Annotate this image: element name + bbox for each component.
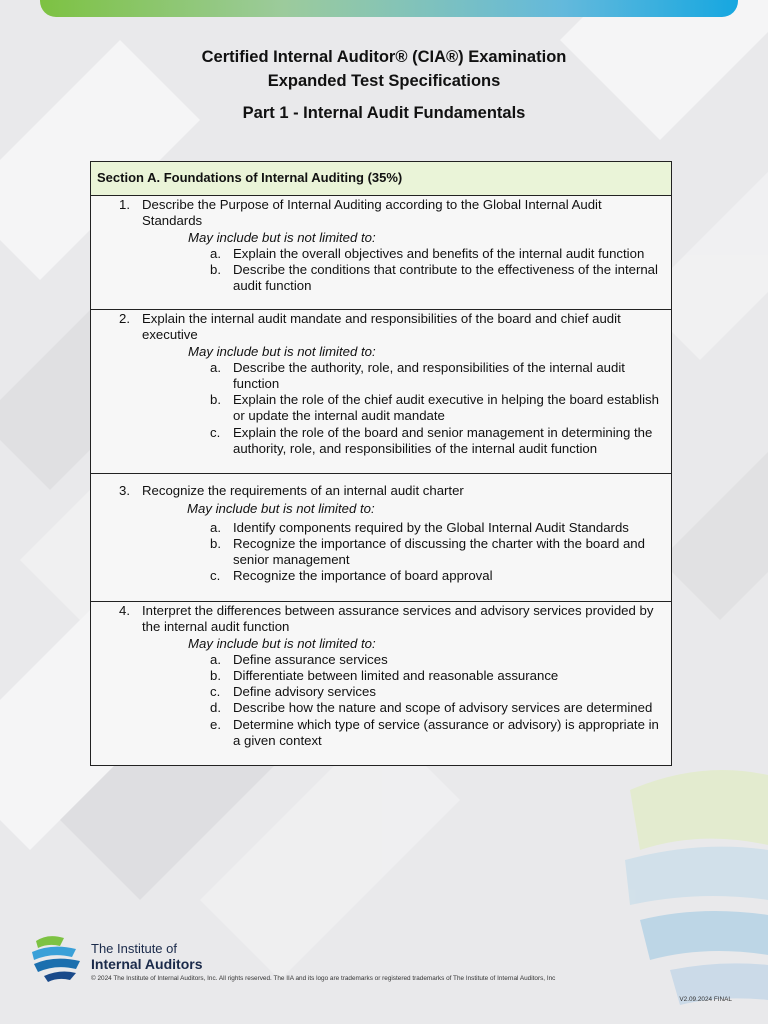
sub-item-text: Describe how the nature and scope of advisory services are determined	[233, 700, 653, 716]
sub-item-letter: b.	[210, 392, 221, 408]
sub-item-letter: c.	[210, 424, 221, 440]
sub-item-text: Describe the conditions that contribute to the effectiveness of the internal audit function	[233, 262, 658, 294]
sub-item-letter: a.	[210, 519, 221, 535]
sub-item-letter: e.	[210, 716, 221, 732]
iia-globe-logo-icon	[30, 935, 86, 983]
sub-item	[91, 700, 665, 716]
sub-item-text: Describe the authority, role, and responsibilities of the internal audit function	[233, 359, 625, 392]
may-include-note: May include but is not limited to:	[187, 501, 375, 517]
topic-number: 3.	[119, 483, 130, 499]
sub-item-text: Define advisory services	[233, 684, 376, 700]
sub-item	[91, 360, 665, 392]
logo-text-line2: Internal Auditors	[91, 956, 203, 972]
topic-row	[91, 602, 671, 765]
sub-item-letter: a.	[210, 245, 221, 261]
may-include-note: May include but is not limited to:	[188, 229, 376, 245]
sub-item	[91, 717, 665, 749]
may-include-note: May include but is not limited to:	[188, 635, 376, 651]
sub-item	[91, 568, 665, 584]
sub-item-text: Explain the role of the board and senior management in determining the authority, role, and responsibilities of the internal audit function	[233, 424, 653, 456]
may-include-note: May include but is not limited to:	[188, 343, 376, 359]
sub-item-text: Explain the overall objectives and benefits of the internal audit function	[233, 245, 645, 261]
copyright-notice: © 2024 The Institute of Internal Auditors, Inc. All rights reserved. The IIA and its logo are trademarks or registered trademarks of The Institute of Internal Auditors, Inc	[91, 975, 556, 982]
topic-description: Explain the internal audit mandate and responsibilities of the board and chief audit executive	[142, 311, 621, 343]
sub-item	[91, 392, 665, 424]
sub-item	[91, 262, 665, 294]
topic-row	[91, 474, 671, 602]
topic-row	[91, 310, 671, 474]
sub-item	[91, 246, 665, 262]
specifications-table	[90, 161, 672, 766]
sub-item-text: Identify components required by the Global Internal Audit Standards	[233, 519, 629, 535]
sub-item-letter: b.	[210, 668, 221, 684]
sub-item-text: Recognize the importance of board approval	[233, 568, 493, 584]
sub-item-letter: d.	[210, 700, 221, 716]
section-header: Section A. Foundations of Internal Auditing (35%)	[91, 162, 671, 196]
sub-item-letter: a.	[210, 651, 221, 667]
sub-item-letter: c.	[210, 568, 221, 584]
sub-item-text: Determine which type of service (assurance or advisory) is appropriate in a given context	[233, 716, 659, 748]
topic-number: 2.	[119, 311, 130, 327]
topic-description: Interpret the differences between assurance services and advisory services provided by the internal audit function	[142, 603, 654, 635]
logo-text-line1: The Institute of	[91, 941, 177, 956]
topic-text	[91, 603, 665, 635]
sub-item-text: Recognize the importance of discussing the charter with the board and senior management	[233, 535, 645, 568]
topic-row	[91, 196, 671, 310]
topic-text	[91, 483, 665, 499]
sub-item-text: Explain the role of the chief audit executive in helping the board establish or update the internal audit mandate	[233, 392, 659, 424]
sub-item	[91, 536, 665, 568]
topic-description: Describe the Purpose of Internal Auditing according to the Global Internal Audit Standards	[142, 197, 602, 229]
topic-text	[91, 197, 665, 229]
topic-text	[91, 311, 665, 343]
sub-item-letter: c.	[210, 684, 221, 700]
sub-item	[91, 425, 665, 457]
sub-item-text: Differentiate between limited and reasonable assurance	[233, 668, 559, 684]
part-title: Part 1 - Internal Audit Fundamentals	[242, 104, 526, 122]
topic-description: Recognize the requirements of an internal audit charter	[142, 483, 464, 499]
version-label: V2.09.2024 FINAL	[679, 996, 732, 1003]
document-title: Certified Internal Auditor® (CIA®) Examination	[201, 48, 567, 66]
topic-number: 4.	[119, 603, 130, 619]
sub-item-letter: b.	[210, 535, 221, 551]
sub-item	[91, 684, 665, 700]
sub-item-letter: b.	[210, 262, 221, 278]
topic-number: 1.	[119, 197, 130, 213]
document-subtitle: Expanded Test Specifications	[267, 72, 501, 90]
sub-item-letter: a.	[210, 359, 221, 375]
sub-item-text: Define assurance services	[233, 651, 388, 667]
sub-item	[91, 520, 665, 536]
sub-item	[91, 652, 665, 668]
top-accent-bar	[40, 0, 738, 17]
sub-item	[91, 668, 665, 684]
